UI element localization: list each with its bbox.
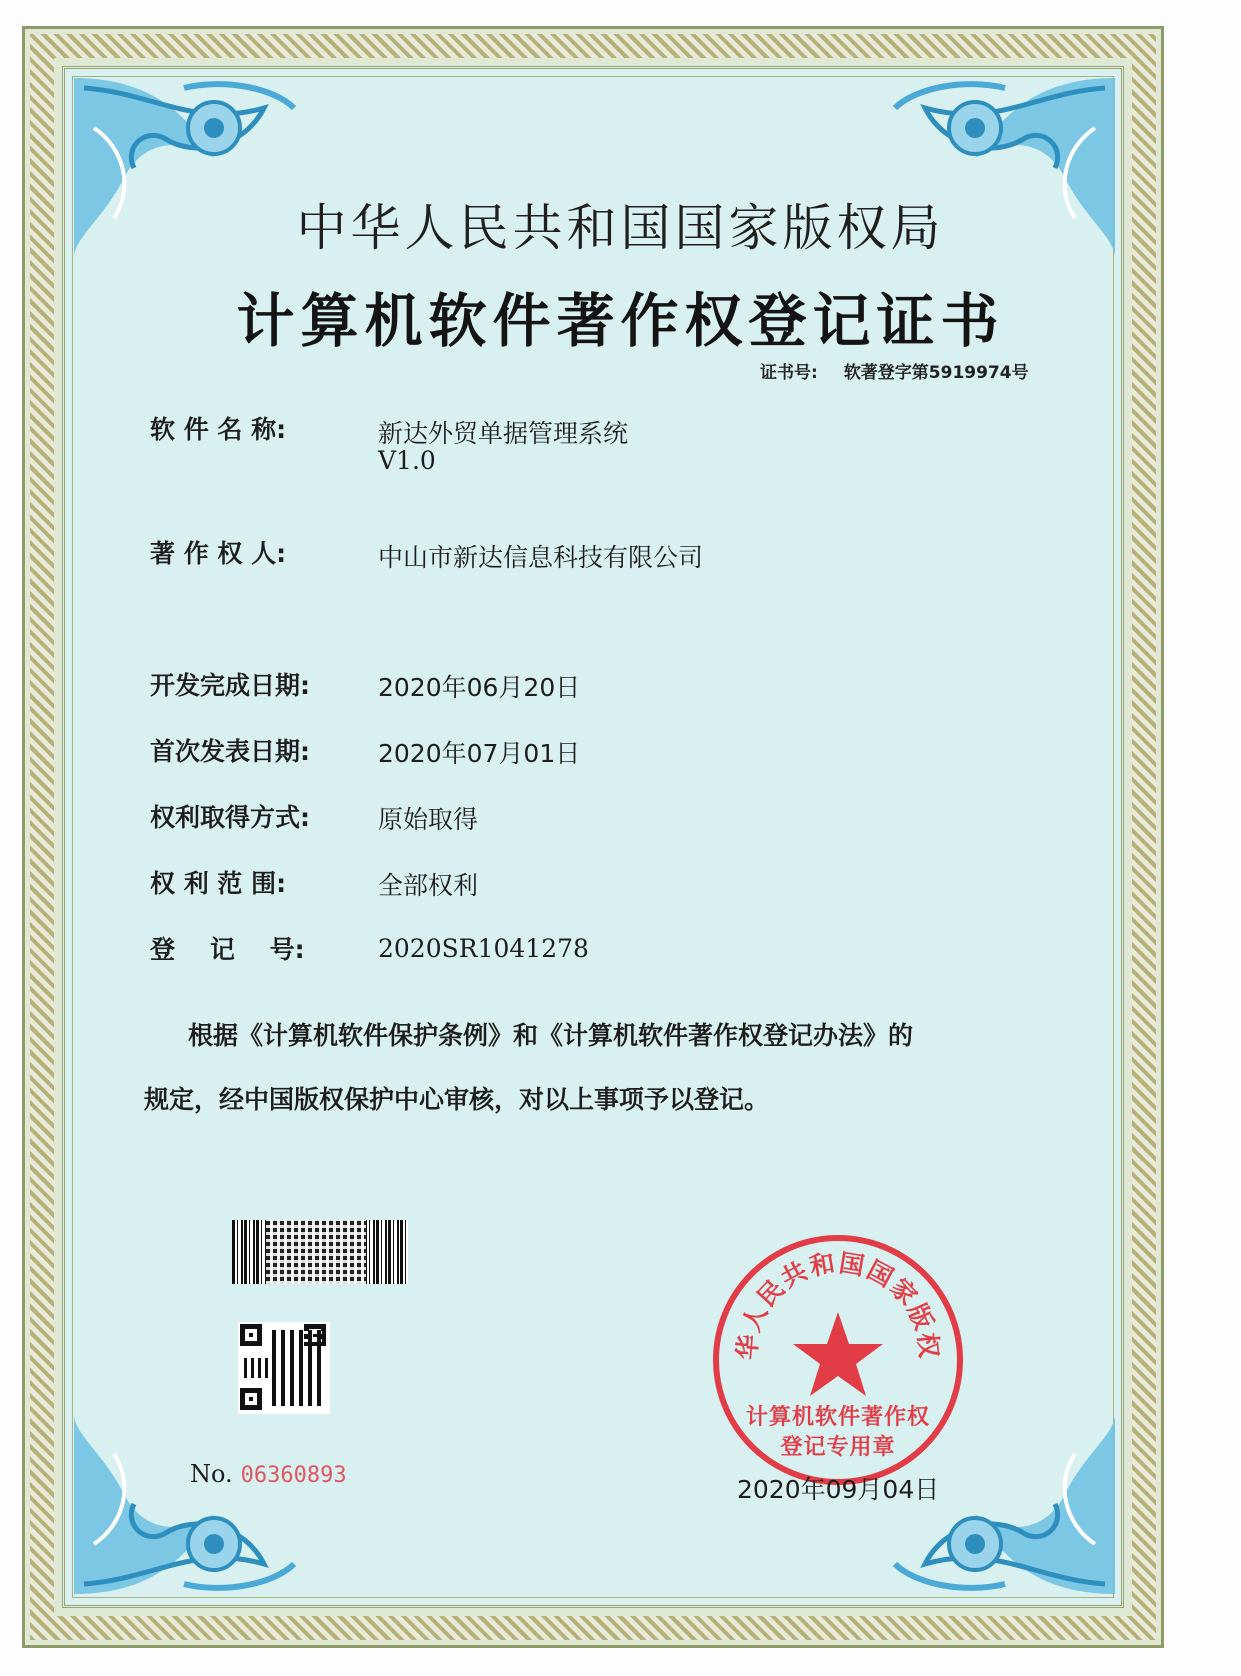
certificate-title: 计算机软件著作权登记证书 (236, 287, 1005, 355)
qr-code-icon (238, 1322, 330, 1414)
legal-text-line1: 根据《计算机软件保护条例》和《计算机软件著作权登记办法》的 (188, 1021, 914, 1050)
seal-inner-line1: 计算机软件著作权 (745, 1405, 930, 1430)
dev-date-value: 2020年06月20日 (378, 673, 581, 702)
seal-ring-text: 华人民共和国国家版权 (732, 1248, 944, 1361)
serial-number-value: 06360893 (240, 1463, 347, 1488)
svg-text:中华人民共和国国家版权局 (710, 1232, 944, 1361)
seal-inner-line2: 登记专用章 (780, 1435, 896, 1460)
acquire-method-value: 原始取得 (378, 805, 479, 834)
certificate-number-label: 证书号: (760, 363, 818, 383)
software-version-value: V1.0 (378, 446, 436, 475)
owner-label: 著 作 权 人: (150, 539, 287, 568)
certificate-number-value: 软著登字第5919974号 (843, 363, 1029, 383)
certificate-number (760, 358, 1029, 383)
registration-number-label: 登 记 号: (150, 935, 305, 964)
barcode-icon (232, 1220, 408, 1284)
serial-number-prefix: No. (190, 1460, 233, 1488)
software-name-value: 新达外贸单据管理系统 (378, 419, 629, 448)
software-name-label: 软 件 名 称: (150, 415, 287, 444)
registration-number-value: 2020SR1041278 (378, 934, 589, 963)
issuer-title: 中华人民共和国国家版权局 (296, 199, 945, 257)
issue-date: 2020年09月04日 (737, 1475, 940, 1504)
publish-date-label: 首次发表日期: (150, 737, 310, 766)
legal-text-line2: 规定，经中国版权保护中心审核，对以上事项予以登记。 (144, 1085, 770, 1114)
official-seal (710, 1232, 966, 1488)
rights-scope-label: 权 利 范 围: (150, 869, 287, 898)
acquire-method-label: 权利取得方式: (150, 803, 310, 832)
seal-star-icon (793, 1312, 883, 1396)
rights-scope-value: 全部权利 (378, 871, 479, 900)
dev-date-label: 开发完成日期: (150, 671, 310, 700)
corner-ornament-icon (64, 1404, 304, 1604)
serial-number (190, 1460, 347, 1488)
publish-date-value: 2020年07月01日 (378, 739, 581, 768)
owner-value: 中山市新达信息科技有限公司 (378, 543, 704, 572)
